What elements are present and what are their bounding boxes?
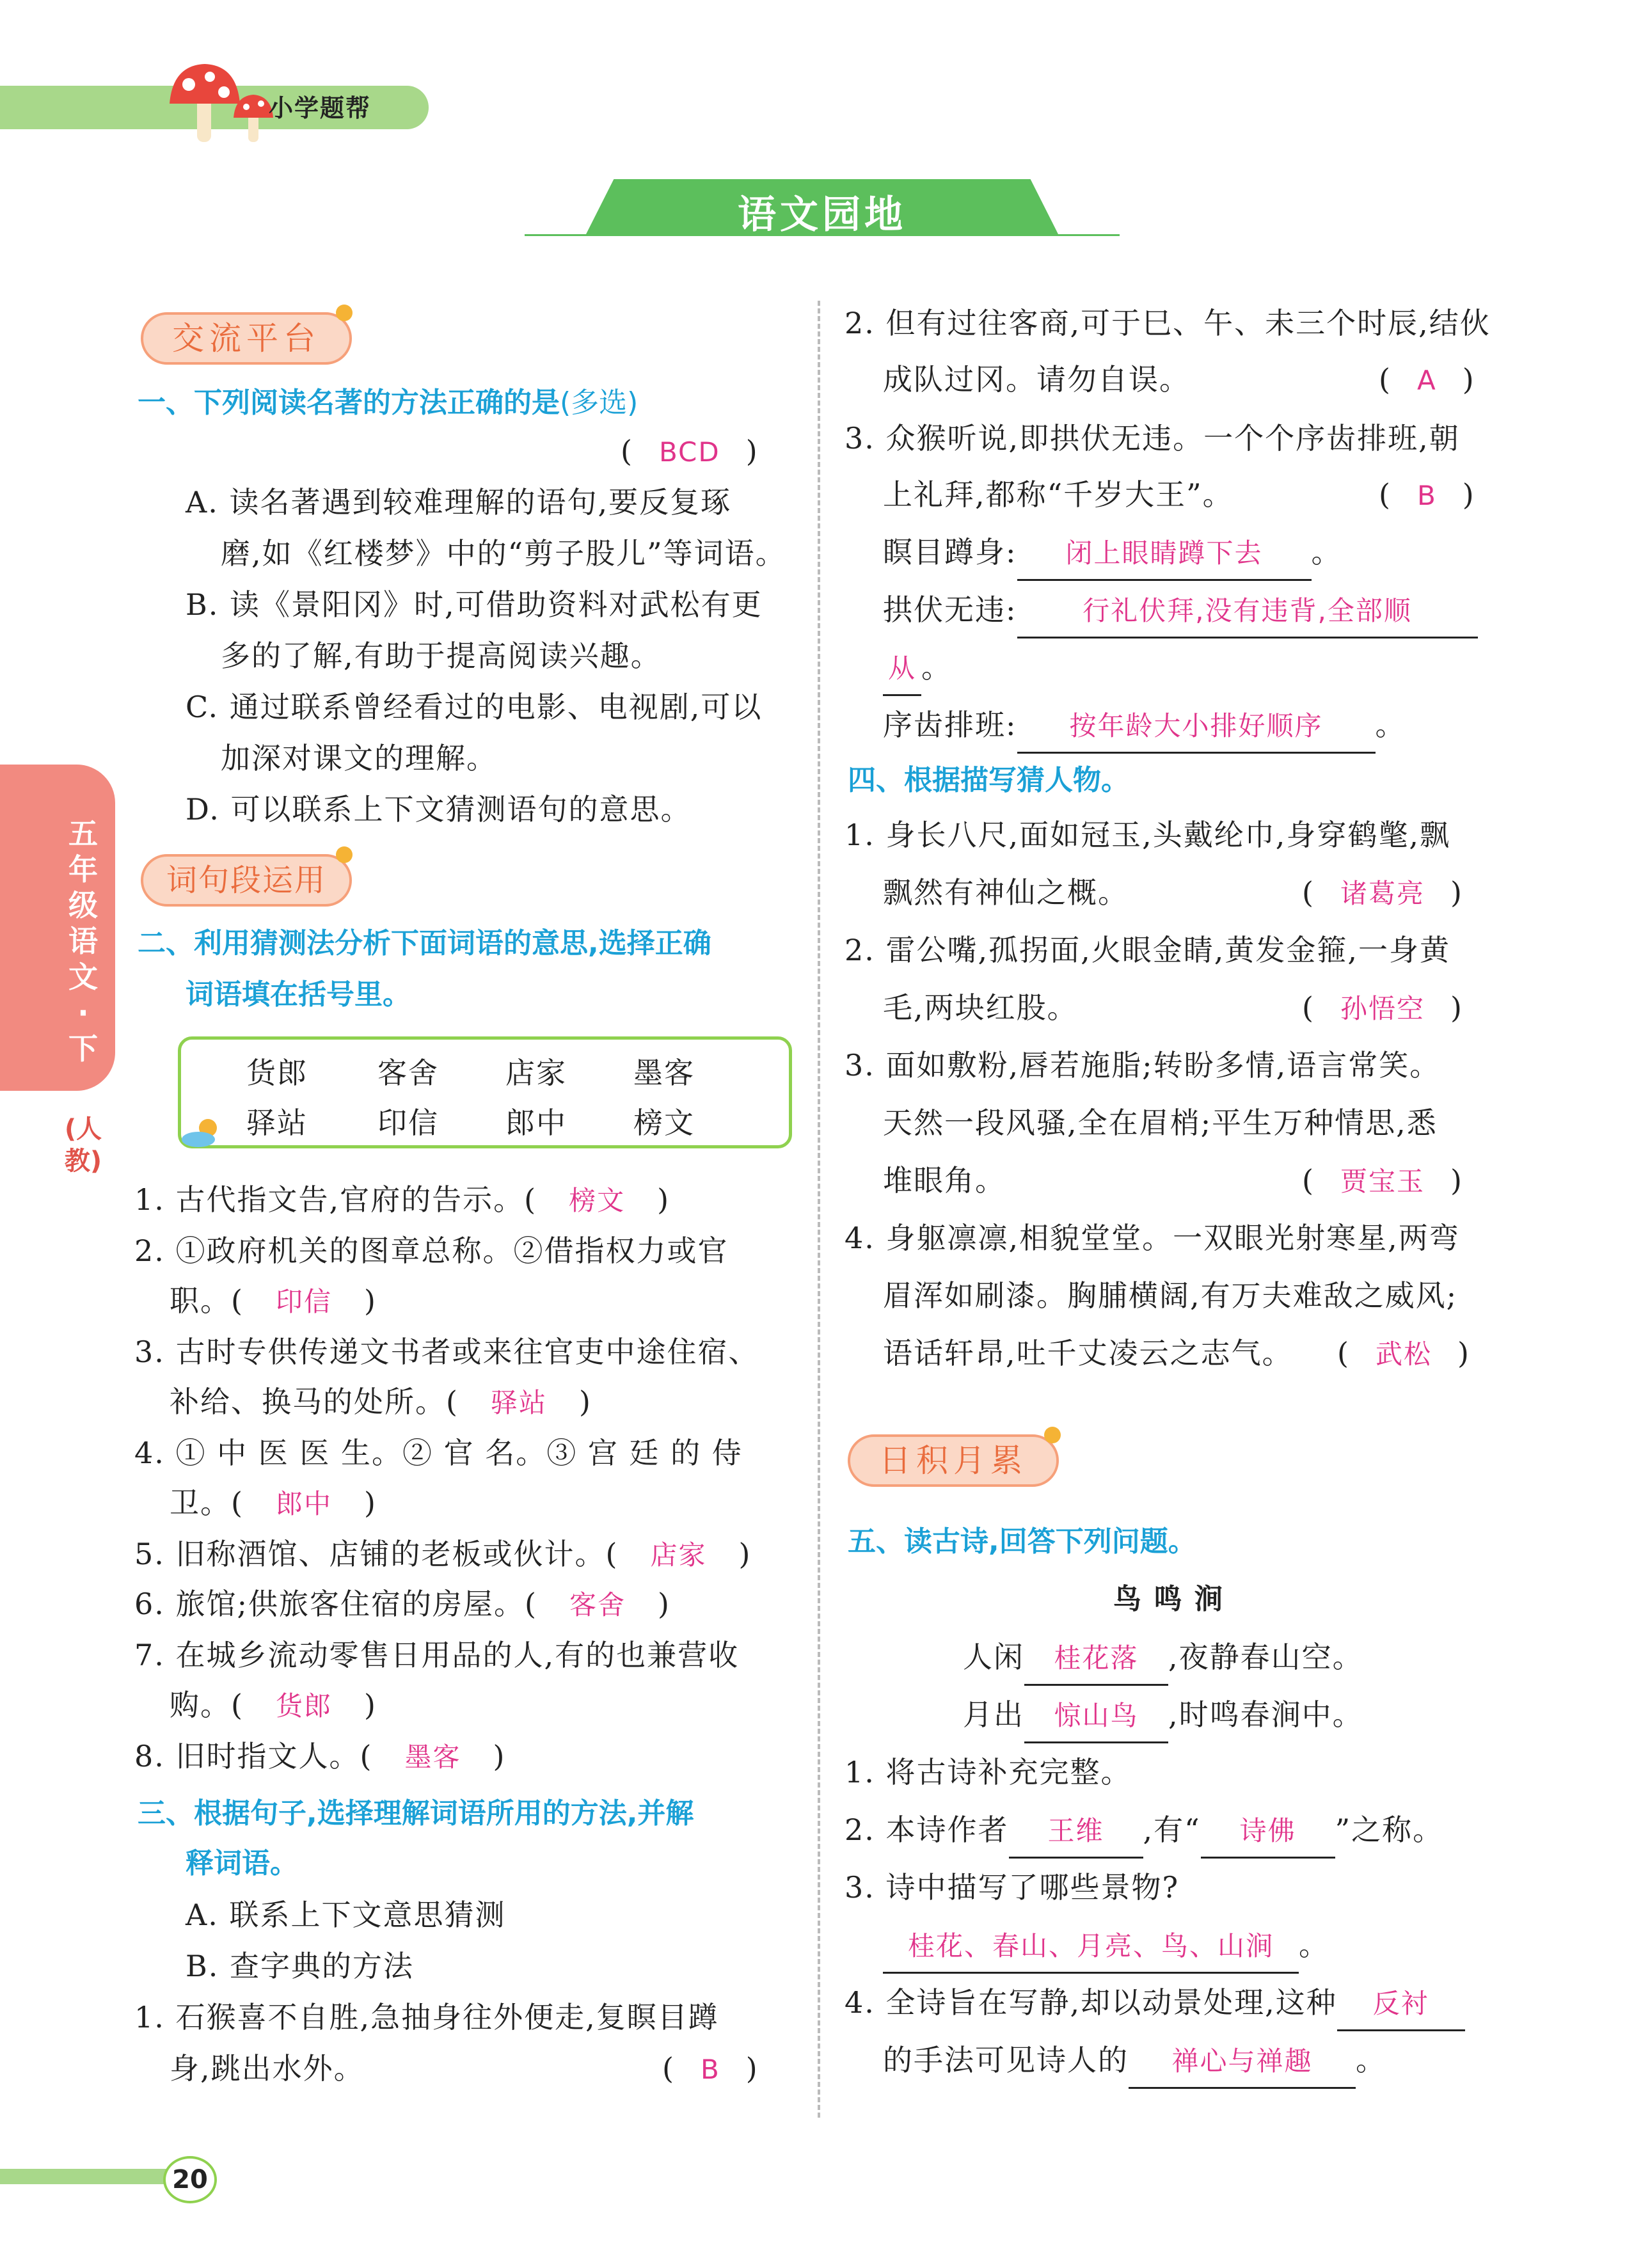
word-item: 客舍 — [377, 1056, 439, 1090]
sentence-2-answer: ( A ) — [1379, 362, 1475, 397]
portrait-3-line1: 3. 面如敷粉,唇若施脂;转盼多情,语言常笑。 — [845, 1048, 1441, 1082]
portrait-1-answer: ( 诸葛亮 ) — [1302, 875, 1463, 910]
sentence-3-line1: 3. 众猴听说,即拱伏无违。一个个序齿排班,朝 — [845, 421, 1460, 456]
definition-item: 2. ①政府机关的图章总称。②借指权力或官 — [134, 1233, 729, 1268]
word-item: 墨客 — [633, 1056, 695, 1090]
option-a-line2: 磨,如《红楼梦》中的“剪子股儿”等词语。 — [221, 536, 786, 571]
definition-item: 8. 旧时指文人。( 墨客 ) — [134, 1739, 506, 1773]
poem-question-2: 2. 本诗作者 王维 ,有“ 诗佛 ”之称。 — [845, 1804, 1443, 1859]
sentence-3-line2: 上礼拜,都称“千岁大王”。 — [883, 477, 1233, 512]
option-c-line2: 加深对课文的理解。 — [221, 741, 497, 775]
word-item: 驿站 — [246, 1106, 308, 1140]
method-option-b: B. 查字典的方法 — [186, 1949, 415, 1983]
question-1-answer-slot: ( BCD ) — [621, 434, 759, 468]
word-item: 印信 — [377, 1106, 439, 1140]
word-explanation-3: 序齿排班: 按年龄大小排好顺序 。 — [883, 699, 1406, 754]
definition-item-cont: 职。( 印信 ) — [170, 1283, 377, 1318]
mushroom-icon — [160, 59, 282, 148]
option-b-line2: 多的了解,有助于提高阅读兴趣。 — [221, 638, 662, 673]
star-icon — [336, 305, 353, 321]
portrait-4-line3: 语话轩昂,吐千丈凌云之志气。 — [883, 1336, 1293, 1370]
grade-label: 五年级语文·下 — [68, 816, 98, 1066]
page-title: 语文园地 — [738, 193, 907, 237]
question-3-stem-line1: 三、根据句子,选择理解词语所用的方法,并解 — [138, 1797, 694, 1830]
word-explanation-2: 拱伏无违: 行礼伏拜,没有违背,全部顺 — [883, 584, 1478, 638]
portrait-4-answer: ( 武松 ) — [1337, 1336, 1470, 1370]
word-item: 郎中 — [505, 1106, 567, 1140]
column-divider — [818, 301, 820, 2118]
definition-item: 3. 古时专供传递文书者或来往官吏中途住宿、 — [134, 1335, 759, 1369]
word-item: 榜文 — [633, 1106, 695, 1140]
poem-title: 鸟 鸣 涧 — [1113, 1583, 1224, 1615]
portrait-3-answer: ( 贾宝玉 ) — [1302, 1163, 1463, 1198]
question-5-stem: 五、读古诗,回答下列问题。 — [848, 1525, 1196, 1558]
definition-item: 1. 古代指文告,官府的告示。( 榜文 ) — [134, 1182, 670, 1217]
definition-item-cont: 补给、换马的处所。( 驿站 ) — [170, 1384, 592, 1419]
poem-question-4-cont: 的手法可见诗人的 禅心与禅趣 。 — [883, 2034, 1386, 2089]
poem-question-4: 4. 全诗旨在写静,却以动景处理,这种 反衬 — [845, 1977, 1465, 2031]
definition-item-cont: 卫。( 郎中 ) — [170, 1486, 377, 1520]
question-2-stem-line2: 词语填在括号里。 — [186, 978, 411, 1011]
definition-item: 7. 在城乡流动零售日用品的人,有的也兼营收 — [134, 1638, 740, 1672]
option-d-line1: D. 可以联系上下文猜测语句的意思。 — [186, 792, 692, 827]
word-explanation-2-cont: 从 。 — [883, 642, 952, 696]
section-badge-exchange: 交流平台 — [141, 312, 352, 365]
section-badge-words: 词句段运用 — [141, 854, 352, 907]
word-item: 店家 — [505, 1056, 567, 1090]
page-number: 20 — [163, 2156, 217, 2203]
portrait-1-line1: 1. 身长八尺,面如冠玉,头戴纶巾,身穿鹤氅,飘 — [845, 818, 1450, 852]
edition-label: (人教) — [64, 1114, 102, 1176]
portrait-2-line1: 2. 雷公嘴,孤拐面,火眼金睛,黄发金箍,一身黄 — [845, 933, 1450, 967]
question-1-stem: 一、下列阅读名著的方法正确的是(多选) — [138, 386, 639, 419]
definition-item-cont: 购。( 货郎 ) — [170, 1688, 377, 1722]
star-icon — [1044, 1427, 1061, 1443]
brand-name: 小学题帮 — [269, 94, 372, 122]
poem-line-1: 人闲 桂花落 ,夜静春山空。 — [963, 1631, 1363, 1686]
sentence-2-line1: 2. 但有过往客商,可于巳、午、未三个时辰,结伙 — [845, 306, 1491, 340]
portrait-3-line2: 天然一段风骚,全在眉梢;平生万种情思,悉 — [883, 1106, 1438, 1140]
definition-item: 4. ① 中 医 医 生。② 官 名。③ 宫 廷 的 侍 — [134, 1436, 743, 1470]
sentence-1-line2: 身,跳出水外。 — [170, 2051, 365, 2086]
sun-cloud-icon — [179, 1116, 224, 1148]
question-2-stem-line1: 二、利用猜测法分析下面词语的意思,选择正确 — [138, 927, 711, 960]
question-4-stem: 四、根据描写猜人物。 — [848, 764, 1129, 797]
option-b-line1: B. 读《景阳冈》时,可借助资料对武松有更 — [186, 587, 763, 622]
portrait-1-line2: 飘然有神仙之概。 — [883, 875, 1129, 910]
option-c-line1: C. 通过联系曾经看过的电影、电视剧,可以 — [186, 690, 763, 724]
definition-item: 5. 旧称酒馆、店铺的老板或伙计。( 店家 ) — [134, 1537, 752, 1571]
poem-question-3: 3. 诗中描写了哪些景物? — [845, 1870, 1180, 1905]
portrait-4-line1: 4. 身躯凛凛,相貌堂堂。一双眼光射寒星,两弯 — [845, 1221, 1460, 1255]
sentence-3-answer: ( B ) — [1379, 477, 1475, 512]
word-explanation-1: 瞑目蹲身: 闭上眼睛蹲下去 。 — [883, 527, 1342, 581]
portrait-2-answer: ( 孙悟空 ) — [1302, 990, 1463, 1025]
portrait-3-line3: 堆眼角。 — [883, 1163, 1006, 1198]
portrait-2-line2: 毛,两块红股。 — [883, 990, 1078, 1025]
star-icon — [336, 846, 353, 863]
poem-line-2: 月出 惊山鸟 ,时鸣春涧中。 — [963, 1689, 1363, 1743]
sentence-1-answer: ( B ) — [662, 2051, 759, 2086]
sentence-1-line1: 1. 石猴喜不自胜,急抽身往外便走,复瞑目蹲 — [134, 2000, 719, 2034]
poem-answer-3: 桂花、春山、月亮、鸟、山涧 。 — [883, 1919, 1329, 1974]
sentence-2-line2: 成队过冈。请勿自误。 — [883, 362, 1190, 397]
portrait-4-line2: 眉浑如刷漆。胸脯横阔,有万夫难敌之威风; — [883, 1278, 1458, 1313]
option-a-line1: A. 读名著遇到较难理解的语句,要反复琢 — [186, 485, 732, 519]
definition-item: 6. 旅馆;供旅客住宿的房屋。( 客舍 ) — [134, 1587, 670, 1621]
poem-question-1: 1. 将古诗补充完整。 — [845, 1755, 1132, 1789]
method-option-a: A. 联系上下文意思猜测 — [186, 1898, 506, 1932]
question-3-stem-line2: 释词语。 — [186, 1847, 298, 1880]
word-item: 货郎 — [246, 1056, 308, 1090]
section-badge-accumulate: 日积月累 — [848, 1434, 1059, 1487]
